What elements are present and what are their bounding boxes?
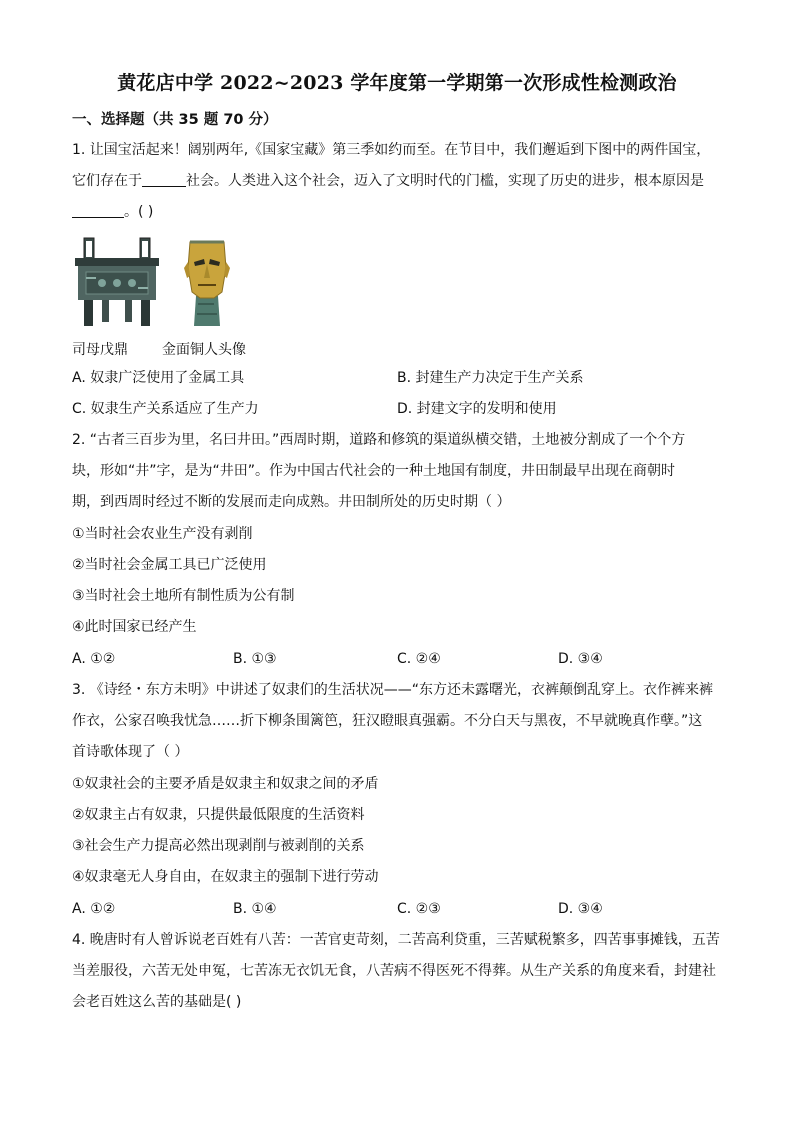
- q3-option-a: A. ①②: [72, 901, 116, 917]
- q2-line-2: 块，形如“井”字，是为“井田”。作为中国古代社会的一种土地国有制度，井田制最早出现在商朝时: [72, 463, 676, 479]
- q4-line-2: 当差服役，六苦无处申冤，七苦冻无衣饥无食，八苦病不得医死不得葬。从生产关系的角度来看，封建社: [72, 963, 716, 979]
- section-heading: 一、选择题（共 35 题 70 分）: [72, 112, 278, 128]
- q2-option-d: D. ③④: [558, 651, 603, 667]
- q2-line-1: 2. “古者三百步为里，名曰井田。”西周时期，道路和修筑的渠道纵横交错，土地被分割成了一个个方: [72, 432, 686, 448]
- q1-option-b: B. 封建生产力决定于生产关系: [397, 370, 584, 386]
- q1-option-c: C. 奴隶生产关系适应了生产力: [72, 401, 259, 417]
- q2-statement-3: ③当时社会土地所有制性质为公有制: [72, 588, 295, 604]
- gold-mask-bronze-head-image: [184, 238, 230, 328]
- q3-line-2: 作衣，公家召唤我忧急……折下柳条围篱笆，狂汉瞪眼真强霸。不分白天与黑夜，不早就晚真作孽。”这: [72, 713, 703, 729]
- q2-option-b: B. ①③: [233, 651, 277, 667]
- q3-statement-2: ②奴隶主占有奴隶，只提供最低限度的生活资料: [72, 807, 365, 823]
- caption-gold-mask-head: 金面铜人头像: [162, 342, 246, 358]
- q4-line-1: 4. 晚唐时有人曾诉说老百姓有八苦：一苦官吏苛刻，二苦高利贷重，三苦赋税繁多，四苦事事摊钱，五苦: [72, 932, 720, 948]
- q1-blank-2: [72, 203, 124, 218]
- q3-statement-1: ①奴隶社会的主要矛盾是奴隶主和奴隶之间的矛盾: [72, 776, 379, 792]
- q2-line-3: 期，到西周时经过不断的发展而走向成熟。井田制所处的历史时期（ ）: [72, 494, 511, 510]
- q3-statement-4: ④奴隶毫无人身自由，在奴隶主的强制下进行劳动: [72, 869, 379, 885]
- caption-simuwu-ding: 司母戊鼎: [72, 342, 128, 358]
- q3-line-1: 3. 《诗经・东方未明》中讲述了奴隶们的生活状况——“东方还未露曙光，衣裤颠倒乱穿上。衣作裤来裤: [72, 682, 714, 698]
- q1-blank-1: [142, 172, 186, 187]
- q1-line-3: [72, 202, 153, 222]
- q3-option-c: C. ②③: [397, 901, 441, 917]
- q2-option-a: A. ①②: [72, 651, 116, 667]
- simuwu-ding-image: [72, 236, 162, 328]
- q1-line-3-text: 。( ): [124, 204, 154, 220]
- q3-statement-3: ③社会生产力提高必然出现剥削与被剥削的关系: [72, 838, 365, 854]
- q4-line-3: 会老百姓这么苦的基础是( ): [72, 994, 242, 1010]
- q1-option-d: D. 封建文字的发明和使用: [397, 401, 557, 417]
- page-title: 黄花店中学 2022~2023 学年度第一学期第一次形成性检测政治: [117, 72, 677, 94]
- q1-option-a: A. 奴隶广泛使用了金属工具: [72, 370, 245, 386]
- q1-line-1: 1. 让国宝活起来！阔别两年,《国家宝藏》第三季如约而至。在节目中，我们邂逅到下图中的两件国宝，: [72, 142, 711, 158]
- q2-option-c: C. ②④: [397, 651, 441, 667]
- q1-line-2: [72, 171, 704, 191]
- q2-statement-4: ④此时国家已经产生: [72, 619, 197, 635]
- q3-option-d: D. ③④: [558, 901, 603, 917]
- q2-statement-2: ②当时社会金属工具已广泛使用: [72, 557, 267, 573]
- q3-option-b: B. ①④: [233, 901, 277, 917]
- q1-line-2a: 它们存在于: [72, 173, 142, 189]
- q2-statement-1: ①当时社会农业生产没有剥削: [72, 526, 253, 542]
- q1-line-2b: 社会。人类进入这个社会，迈入了文明时代的门槛，实现了历史的进步，根本原因是: [186, 173, 704, 189]
- q3-line-3: 首诗歌体现了（ ）: [72, 744, 189, 760]
